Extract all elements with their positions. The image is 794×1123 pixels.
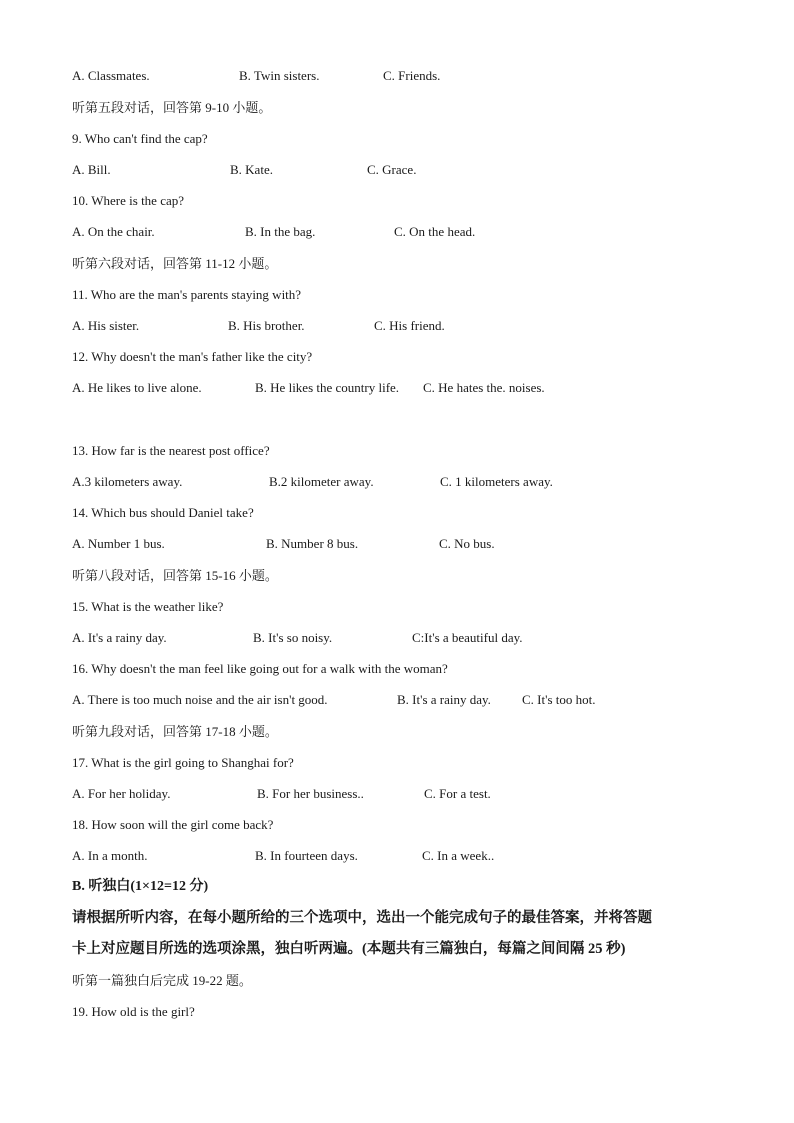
q9-option-c: C. Grace. xyxy=(367,162,417,177)
section5-header: 听第五段对话，回答第 9-10 小题。 xyxy=(72,100,272,115)
q8-option-b: B. Twin sisters. xyxy=(239,68,320,83)
q16-question: 16. Why doesn't the man feel like going out for a walk with the woman? xyxy=(72,661,448,676)
q9-option-a: A. Bill. xyxy=(72,162,111,177)
q10-option-a: A. On the chair. xyxy=(72,224,155,239)
part-b-title: B. 听独白(1×12=12 分) xyxy=(72,879,209,894)
q10-question: 10. Where is the cap? xyxy=(72,193,185,208)
q15-question: 15. What is the weather like? xyxy=(72,599,224,614)
q17-option-c: C. For a test. xyxy=(424,786,491,801)
q10-option-b: B. In the bag. xyxy=(245,224,316,239)
q16-option-a: A. There is too much noise and the air isn't good. xyxy=(72,692,328,707)
q12-question: 12. Why doesn't the man's father like the city? xyxy=(72,349,313,364)
q15-option-b: B. It's so noisy. xyxy=(253,630,333,645)
q15-option-c: C:It's a beautiful day. xyxy=(412,630,523,645)
q18-option-a: A. In a month. xyxy=(72,848,148,863)
q13-option-a: A.3 kilometers away. xyxy=(72,474,183,489)
q14-option-c: C. No bus. xyxy=(439,536,495,551)
first-monologue-header: 听第一篇独白后完成 19-22 题。 xyxy=(72,973,252,988)
q16-option-b: B. It's a rainy day. xyxy=(397,692,491,707)
section8-header: 听第八段对话，回答第 15-16 小题。 xyxy=(72,568,278,583)
q13-option-b: B.2 kilometer away. xyxy=(269,474,374,489)
q17-option-b: B. For her business.. xyxy=(257,786,364,801)
q15-option-a: A. It's a rainy day. xyxy=(72,630,167,645)
q16-option-c: C. It's too hot. xyxy=(522,692,596,707)
q11-option-a: A. His sister. xyxy=(72,318,140,333)
q12-option-a: A. He likes to live alone. xyxy=(72,380,202,395)
section6-header: 听第六段对话，回答第 11-12 小题。 xyxy=(72,256,278,271)
q14-option-a: A. Number 1 bus. xyxy=(72,536,165,551)
q19-question: 19. How old is the girl? xyxy=(72,1004,195,1019)
q11-option-b: B. His brother. xyxy=(228,318,305,333)
section9-header: 听第九段对话，回答第 17-18 小题。 xyxy=(72,724,278,739)
q12-option-b: B. He likes the country life. xyxy=(255,380,400,395)
q10-option-c: C. On the head. xyxy=(394,224,476,239)
q18-option-b: B. In fourteen days. xyxy=(255,848,358,863)
q17-question: 17. What is the girl going to Shanghai for? xyxy=(72,755,294,770)
q18-option-c: C. In a week.. xyxy=(422,848,495,863)
q18-question: 18. How soon will the girl come back? xyxy=(72,817,274,832)
part-b-instruction-line1: 请根据所听内容，在每小题所给的三个选项中，选出一个能完成句子的最佳答案，并将答题 xyxy=(72,910,652,926)
q14-option-b: B. Number 8 bus. xyxy=(266,536,359,551)
q8-option-a: A. Classmates. xyxy=(72,68,150,83)
q9-option-b: B. Kate. xyxy=(230,162,273,177)
q12-option-c: C. He hates the. noises. xyxy=(423,380,545,395)
q9-question: 9. Who can't find the cap? xyxy=(72,131,208,146)
q11-question: 11. Who are the man's parents staying with? xyxy=(72,287,302,302)
part-b-instruction-line2: 卡上对应题目所选的选项涂黑，独白听两遍。(本题共有三篇独白，每篇之间间隔 25 秒) xyxy=(72,941,626,957)
q14-question: 14. Which bus should Daniel take? xyxy=(72,505,254,520)
q8-option-c: C. Friends. xyxy=(383,68,441,83)
q11-option-c: C. His friend. xyxy=(374,318,445,333)
q13-option-c: C. 1 kilometers away. xyxy=(440,474,553,489)
q13-question: 13. How far is the nearest post office? xyxy=(72,443,270,458)
q17-option-a: A. For her holiday. xyxy=(72,786,171,801)
